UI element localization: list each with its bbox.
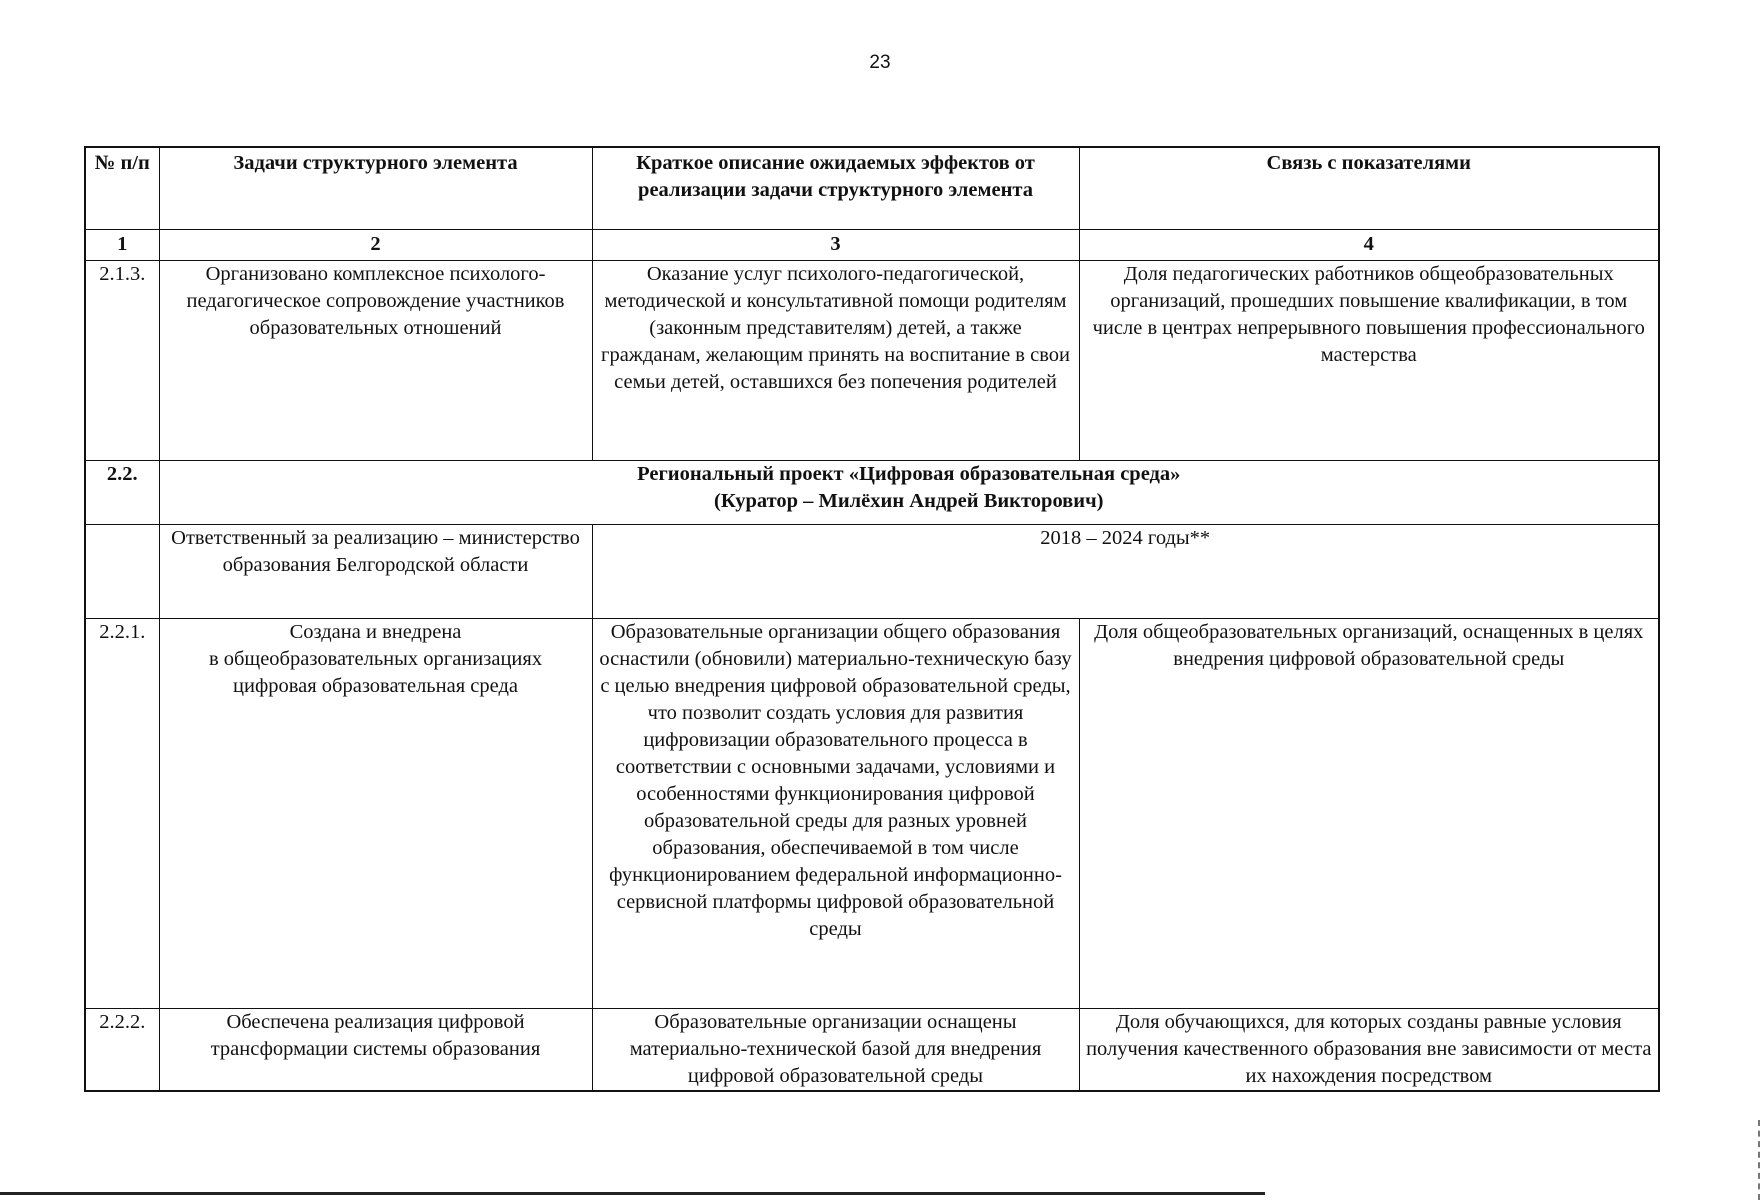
table-row-2-1-3 bbox=[85, 260, 1659, 460]
index-cell-2: 2 bbox=[159, 229, 592, 260]
column-index-row bbox=[85, 229, 1659, 260]
description-cell: Образовательные организации общего образования оснастили (обновили) материально-техническую базу с целью внедрения цифровой образовательной среды, что позволит создать условия для развития цифровизации образовательного процесса в соответствии с основными задачами, условиями и особенностями функционирования цифровой образовательной среды для разных уровней образования, обеспечиваемой в том числе функционированием федеральной информационно-сервисной платформы цифровой образовательной среды bbox=[592, 618, 1079, 1008]
bottom-rule bbox=[0, 1192, 1265, 1195]
structural-elements-table bbox=[84, 146, 1660, 1092]
indicator-link-cell: Доля обучающихся, для которых созданы равные условия получения качественного образования вне зависимости от места их нахождения посредством bbox=[1079, 1008, 1659, 1091]
row-number: 2.2. bbox=[85, 460, 159, 524]
header-link: Связь с показателями bbox=[1079, 147, 1659, 229]
scan-edge-marks bbox=[1752, 1120, 1760, 1200]
header-desc: Краткое описание ожидаемых эффектов от реализации задачи структурного элемента bbox=[592, 147, 1079, 229]
project-curator: (Куратор – Милёхин Андрей Викторович) bbox=[714, 489, 1104, 512]
header-num: № п/п bbox=[85, 147, 159, 229]
table-header-row bbox=[85, 147, 1659, 229]
index-cell-1: 1 bbox=[85, 229, 159, 260]
indicator-link-cell: Доля общеобразовательных организаций, оснащенных в целях внедрения цифровой образовательной среды bbox=[1079, 618, 1659, 1008]
page-number: 23 bbox=[869, 52, 891, 73]
description-cell: Образовательные организации оснащены материально-технической базой для внедрения цифровой образовательной среды bbox=[592, 1008, 1079, 1091]
table-row-project-2-2 bbox=[85, 460, 1659, 524]
row-number: 2.2.1. bbox=[85, 618, 159, 1008]
index-cell-4: 4 bbox=[1079, 229, 1659, 260]
row-number: 2.2.2. bbox=[85, 1008, 159, 1091]
header-task: Задачи структурного элемента bbox=[159, 147, 592, 229]
indicator-link-cell: Доля педагогических работников общеобразовательных организаций, прошедших повышение квалификации, в том числе в центрах непрерывного повышения профессионального мастерства bbox=[1079, 260, 1659, 460]
period-cell: 2018 – 2024 годы** bbox=[592, 524, 1659, 618]
table-row-2-2-2 bbox=[85, 1008, 1659, 1091]
row-number: 2.1.3. bbox=[85, 260, 159, 460]
table-row-responsible bbox=[85, 524, 1659, 618]
project-title-cell bbox=[159, 460, 1659, 524]
task-line: Создана и внедрена bbox=[289, 620, 462, 643]
task-cell: Обеспечена реализация цифровой трансформации системы образования bbox=[159, 1008, 592, 1091]
table-row-2-2-1 bbox=[85, 618, 1659, 1008]
task-cell: Организовано комплексное психолого-педагогическое сопровождение участников образовательных отношений bbox=[159, 260, 592, 460]
empty-number-cell bbox=[85, 524, 159, 618]
task-cell bbox=[159, 618, 592, 1008]
task-line: в общеобразовательных организациях цифровая образовательная среда bbox=[208, 647, 543, 697]
project-title: Региональный проект «Цифровая образовательная среда» bbox=[637, 462, 1181, 485]
responsible-cell: Ответственный за реализацию – министерство образования Белгородской области bbox=[159, 524, 592, 618]
index-cell-3: 3 bbox=[592, 229, 1079, 260]
description-cell: Оказание услуг психолого-педагогической, методической и консультативной помощи родителям (законным представителям) детей, а также гражданам, желающим принять на воспитание в свои семьи детей, оставшихся без попечения родителей bbox=[592, 260, 1079, 460]
